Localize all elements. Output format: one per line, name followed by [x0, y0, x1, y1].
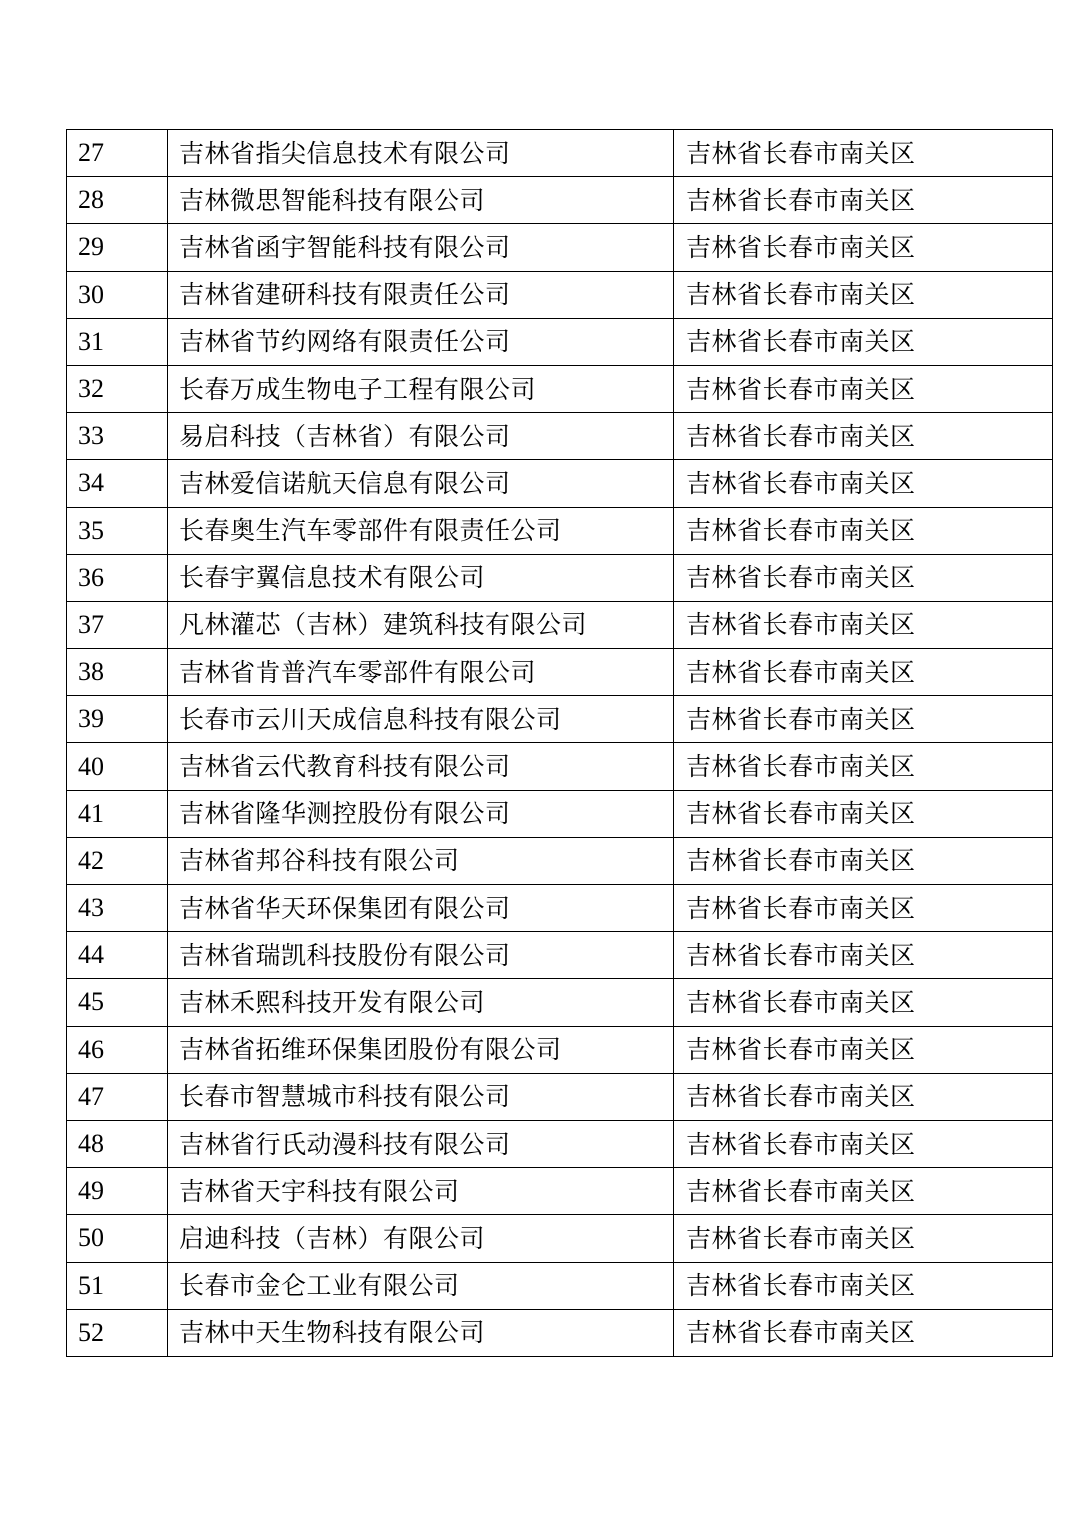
- table-row: [67, 1120, 1053, 1167]
- row-number: 29: [67, 224, 168, 271]
- row-number: 46: [67, 1026, 168, 1073]
- company-name: 吉林微思智能科技有限公司: [168, 177, 674, 224]
- table-row: [67, 318, 1053, 365]
- row-number: 38: [67, 649, 168, 696]
- company-location: 吉林省长春市南关区: [674, 1309, 1053, 1356]
- company-location: 吉林省长春市南关区: [674, 130, 1053, 177]
- company-location: 吉林省长春市南关区: [674, 885, 1053, 932]
- company-location: 吉林省长春市南关区: [674, 790, 1053, 837]
- table-row: [67, 365, 1053, 412]
- company-location: 吉林省长春市南关区: [674, 224, 1053, 271]
- table-row: [67, 1215, 1053, 1262]
- company-table-body: [67, 130, 1053, 1357]
- company-name: 吉林省函宇智能科技有限公司: [168, 224, 674, 271]
- company-location: 吉林省长春市南关区: [674, 1168, 1053, 1215]
- table-row: [67, 130, 1053, 177]
- company-name: 吉林省肯普汽车零部件有限公司: [168, 649, 674, 696]
- table-row: [67, 1262, 1053, 1309]
- company-name: 凡林灌芯（吉林）建筑科技有限公司: [168, 601, 674, 648]
- row-number: 39: [67, 696, 168, 743]
- table-row: [67, 1026, 1053, 1073]
- company-name: 吉林省节约网络有限责任公司: [168, 318, 674, 365]
- row-number: 34: [67, 460, 168, 507]
- table-row: [67, 507, 1053, 554]
- company-location: 吉林省长春市南关区: [674, 979, 1053, 1026]
- company-name: 长春万成生物电子工程有限公司: [168, 365, 674, 412]
- company-name: 长春宇翼信息技术有限公司: [168, 554, 674, 601]
- company-location: 吉林省长春市南关区: [674, 696, 1053, 743]
- row-number: 50: [67, 1215, 168, 1262]
- company-name: 易启科技（吉林省）有限公司: [168, 413, 674, 460]
- row-number: 49: [67, 1168, 168, 1215]
- row-number: 32: [67, 365, 168, 412]
- row-number: 33: [67, 413, 168, 460]
- company-name: 启迪科技（吉林）有限公司: [168, 1215, 674, 1262]
- table-row: [67, 696, 1053, 743]
- company-location: 吉林省长春市南关区: [674, 271, 1053, 318]
- table-row: [67, 649, 1053, 696]
- row-number: 30: [67, 271, 168, 318]
- row-number: 31: [67, 318, 168, 365]
- table-row: [67, 790, 1053, 837]
- company-name: 长春市云川天成信息科技有限公司: [168, 696, 674, 743]
- table-row: [67, 1309, 1053, 1356]
- row-number: 52: [67, 1309, 168, 1356]
- table-row: [67, 1168, 1053, 1215]
- table-row: [67, 554, 1053, 601]
- company-name: 吉林省隆华测控股份有限公司: [168, 790, 674, 837]
- row-number: 37: [67, 601, 168, 648]
- row-number: 47: [67, 1073, 168, 1120]
- table-row: [67, 885, 1053, 932]
- company-name: 长春奥生汽车零部件有限责任公司: [168, 507, 674, 554]
- row-number: 28: [67, 177, 168, 224]
- company-location: 吉林省长春市南关区: [674, 365, 1053, 412]
- company-name: 吉林省天宇科技有限公司: [168, 1168, 674, 1215]
- company-location: 吉林省长春市南关区: [674, 318, 1053, 365]
- row-number: 40: [67, 743, 168, 790]
- table-row: [67, 413, 1053, 460]
- table-row: [67, 224, 1053, 271]
- table-row: [67, 460, 1053, 507]
- row-number: 42: [67, 837, 168, 884]
- company-location: 吉林省长春市南关区: [674, 1120, 1053, 1167]
- row-number: 41: [67, 790, 168, 837]
- company-location: 吉林省长春市南关区: [674, 1215, 1053, 1262]
- row-number: 44: [67, 932, 168, 979]
- company-name: 吉林省邦谷科技有限公司: [168, 837, 674, 884]
- company-location: 吉林省长春市南关区: [674, 413, 1053, 460]
- company-name: 吉林省瑞凯科技股份有限公司: [168, 932, 674, 979]
- company-location: 吉林省长春市南关区: [674, 649, 1053, 696]
- table-row: [67, 743, 1053, 790]
- company-location: 吉林省长春市南关区: [674, 743, 1053, 790]
- company-name: 长春市金仑工业有限公司: [168, 1262, 674, 1309]
- company-location: 吉林省长春市南关区: [674, 1262, 1053, 1309]
- company-location: 吉林省长春市南关区: [674, 1026, 1053, 1073]
- table-row: [67, 932, 1053, 979]
- company-name: 吉林爱信诺航天信息有限公司: [168, 460, 674, 507]
- company-name: 吉林省云代教育科技有限公司: [168, 743, 674, 790]
- company-name: 吉林省指尖信息技术有限公司: [168, 130, 674, 177]
- row-number: 43: [67, 885, 168, 932]
- table-row: [67, 177, 1053, 224]
- company-name: 吉林禾熙科技开发有限公司: [168, 979, 674, 1026]
- company-name: 长春市智慧城市科技有限公司: [168, 1073, 674, 1120]
- row-number: 45: [67, 979, 168, 1026]
- row-number: 27: [67, 130, 168, 177]
- table-row: [67, 837, 1053, 884]
- company-name: 吉林省行氏动漫科技有限公司: [168, 1120, 674, 1167]
- company-location: 吉林省长春市南关区: [674, 1073, 1053, 1120]
- company-table: [66, 129, 1053, 1357]
- company-location: 吉林省长春市南关区: [674, 932, 1053, 979]
- row-number: 51: [67, 1262, 168, 1309]
- company-name: 吉林省建研科技有限责任公司: [168, 271, 674, 318]
- company-location: 吉林省长春市南关区: [674, 554, 1053, 601]
- row-number: 35: [67, 507, 168, 554]
- company-name: 吉林省拓维环保集团股份有限公司: [168, 1026, 674, 1073]
- company-location: 吉林省长春市南关区: [674, 460, 1053, 507]
- company-location: 吉林省长春市南关区: [674, 601, 1053, 648]
- company-name: 吉林中天生物科技有限公司: [168, 1309, 674, 1356]
- table-row: [67, 1073, 1053, 1120]
- company-location: 吉林省长春市南关区: [674, 837, 1053, 884]
- company-location: 吉林省长春市南关区: [674, 507, 1053, 554]
- table-row: [67, 271, 1053, 318]
- company-location: 吉林省长春市南关区: [674, 177, 1053, 224]
- company-name: 吉林省华天环保集团有限公司: [168, 885, 674, 932]
- row-number: 36: [67, 554, 168, 601]
- table-row: [67, 601, 1053, 648]
- row-number: 48: [67, 1120, 168, 1167]
- table-row: [67, 979, 1053, 1026]
